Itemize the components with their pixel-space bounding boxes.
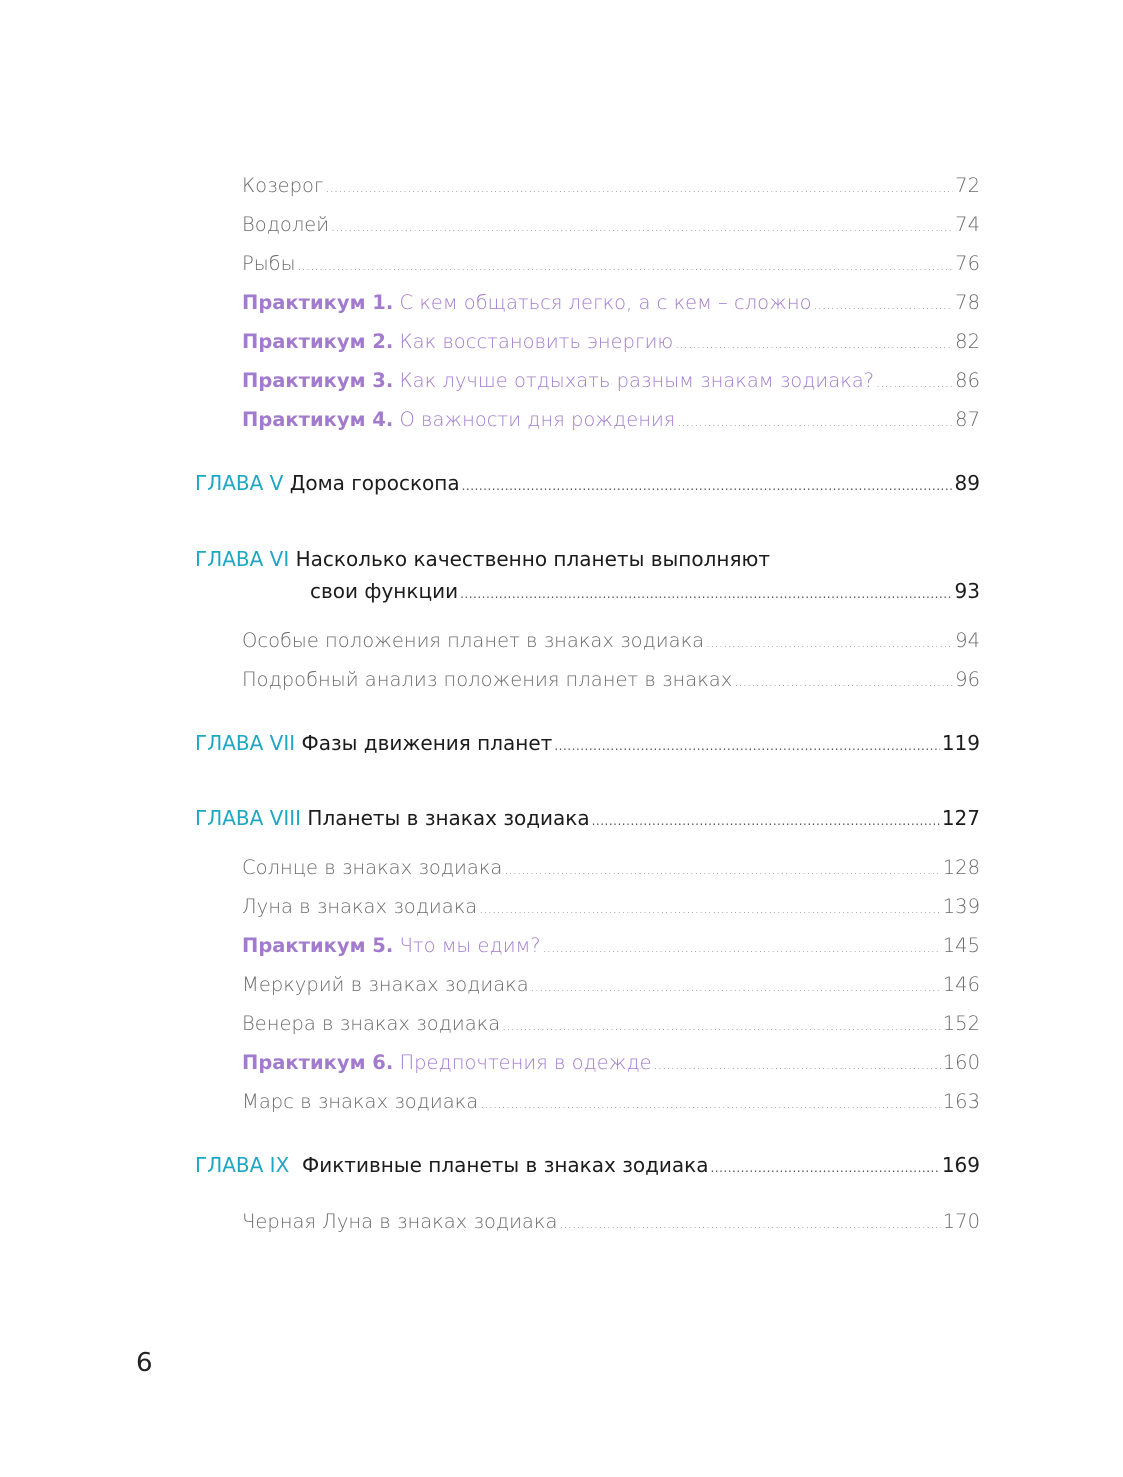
toc-page-number: 82 (955, 330, 980, 353)
toc-entry-title: Солнце в знаках зодиака (242, 856, 503, 879)
toc-chapter-entry (195, 1155, 980, 1175)
toc-entry (242, 215, 980, 235)
dot-leader (531, 981, 941, 993)
toc-page-number: 93 (954, 579, 980, 603)
chapter-title: Насколько качественно планеты выполняют (295, 547, 770, 571)
dot-leader (677, 416, 953, 428)
toc-page-number: 94 (955, 629, 980, 652)
toc-entry (242, 176, 980, 196)
dot-leader (480, 1098, 941, 1110)
toc-entry-title: Как восстановить энергию (399, 330, 674, 353)
practicum-label: Практикум 2. (242, 330, 394, 353)
toc-practicum-entry (242, 332, 980, 352)
page-number: 6 (136, 1348, 153, 1378)
toc-chapter-entry (195, 473, 980, 493)
practicum-label: Практикум 5. (242, 934, 394, 957)
dot-leader (710, 1162, 939, 1174)
dot-leader (554, 740, 939, 752)
toc-entry-title: Как лучше отдыхать разным знакам зодиака? (399, 369, 875, 392)
dot-leader (298, 260, 954, 272)
toc-entry-title: Козерог (242, 174, 324, 197)
toc-entry-title: Особые положения планет в знаках зодиака (242, 629, 705, 652)
toc-entry (242, 1092, 980, 1112)
chapter-label: ГЛАВА VI (195, 547, 290, 571)
dot-leader (504, 864, 940, 876)
toc-entry-title: Что мы едим? (399, 934, 541, 957)
toc-page-number: 78 (955, 291, 980, 314)
dot-leader (331, 221, 953, 233)
chapter-label: ГЛАВА V (195, 471, 284, 495)
toc-entry-title: Предпочтения в одежде (399, 1051, 652, 1074)
toc-entry-title: Меркурий в знаках зодиака (242, 973, 529, 996)
toc-entry-title: О важности дня рождения (399, 408, 676, 431)
dot-leader (479, 903, 941, 915)
toc-entry (242, 1014, 980, 1034)
dot-leader (675, 338, 953, 350)
toc-practicum-entry (242, 293, 980, 313)
chapter-label: ГЛАВА IX (195, 1153, 290, 1177)
toc-chapter-entry (195, 547, 770, 571)
dot-leader (592, 815, 940, 827)
toc-practicum-entry (242, 410, 980, 430)
chapter-label: ГЛАВА VII (195, 731, 296, 755)
toc-entry (242, 897, 980, 917)
toc-page-number: 89 (954, 471, 980, 495)
toc-entry-title: С кем общаться легко, а с кем – сложно (399, 291, 812, 314)
toc-entry-title: Луна в знаках зодиака (242, 895, 478, 918)
toc-entry-title: Рыбы (242, 252, 296, 275)
toc-page-number: 96 (955, 668, 980, 691)
toc-page-number: 87 (955, 408, 980, 431)
toc-chapter-entry (195, 733, 980, 753)
toc-page-number: 169 (941, 1153, 980, 1177)
toc-page-number: 145 (942, 934, 980, 957)
practicum-label: Практикум 3. (242, 369, 394, 392)
dot-leader (559, 1218, 940, 1230)
toc-page-number: 146 (942, 973, 980, 996)
toc-entry (242, 631, 980, 651)
chapter-title: Фиктивные планеты в знаках зодиака (302, 1153, 709, 1177)
dot-leader (462, 480, 953, 492)
toc-entry (242, 975, 980, 995)
chapter-label: ГЛАВА VIII (195, 806, 302, 830)
toc-page-number: 127 (941, 806, 980, 830)
toc-page-number: 72 (955, 174, 980, 197)
toc-page-number: 152 (942, 1012, 980, 1035)
toc-chapter-entry (195, 808, 980, 828)
chapter-title-continuation: свои функции (310, 579, 459, 603)
toc-practicum-entry (242, 371, 980, 391)
chapter-title: Дома гороскопа (289, 471, 460, 495)
toc-page-number: 76 (955, 252, 980, 275)
toc-entry-title: Черная Луна в знаках зодиака (242, 1210, 558, 1233)
dot-leader (543, 942, 941, 954)
chapter-title: Планеты в знаках зодиака (307, 806, 590, 830)
toc-entry-title: Марс в знаках зодиака (242, 1090, 479, 1113)
toc-entry (242, 670, 980, 690)
toc-page-number: 163 (942, 1090, 980, 1113)
toc-page-number: 86 (955, 369, 980, 392)
chapter-title: Фазы движения планет (301, 731, 553, 755)
toc-entry (242, 254, 980, 274)
dot-leader (876, 377, 953, 389)
dot-leader (814, 299, 954, 311)
toc-page-number: 170 (942, 1210, 980, 1233)
practicum-label: Практикум 6. (242, 1051, 394, 1074)
toc-practicum-entry (242, 1053, 980, 1073)
dot-leader (706, 637, 953, 649)
toc-entry-title: Подробный анализ положения планет в знаках (242, 668, 733, 691)
dot-leader (460, 588, 952, 600)
toc-entry (242, 858, 980, 878)
toc-practicum-entry (242, 936, 980, 956)
practicum-label: Практикум 4. (242, 408, 394, 431)
toc-chapter-entry-continuation (310, 581, 980, 601)
toc-page-number: 74 (955, 213, 980, 236)
dot-leader (502, 1020, 941, 1032)
toc-entry-title: Венера в знаках зодиака (242, 1012, 501, 1035)
toc-entry (242, 1212, 980, 1232)
dot-leader (734, 676, 953, 688)
toc-entry-title: Водолей (242, 213, 330, 236)
toc-page-number: 128 (942, 856, 980, 879)
toc-page-number: 119 (941, 731, 980, 755)
dot-leader (326, 182, 954, 194)
practicum-label: Практикум 1. (242, 291, 394, 314)
toc-page-number: 139 (942, 895, 980, 918)
dot-leader (654, 1059, 941, 1071)
toc-page-number: 160 (942, 1051, 980, 1074)
